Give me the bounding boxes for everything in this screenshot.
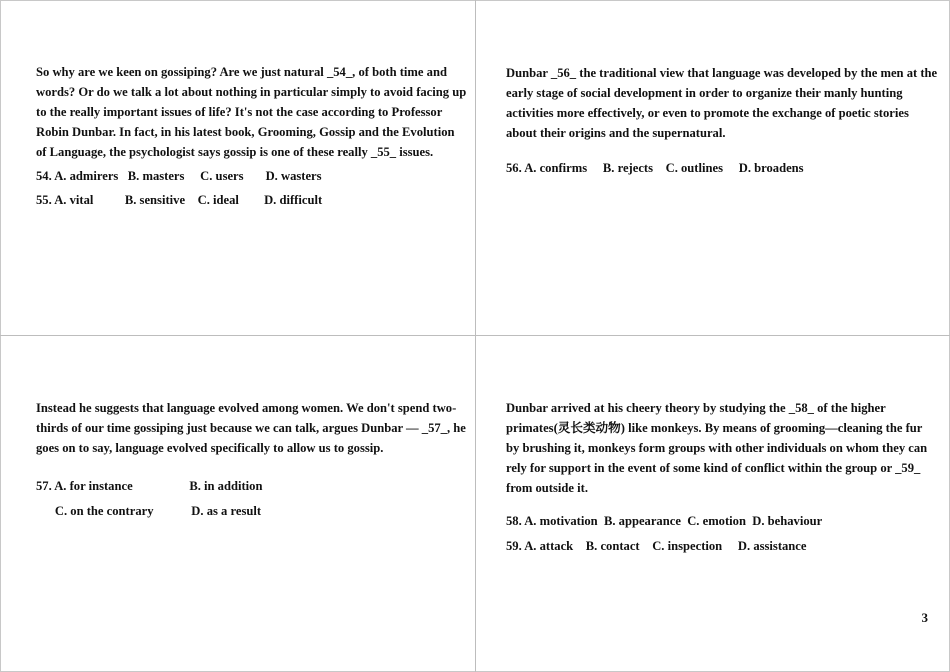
panel-q56 (506, 63, 938, 178)
vertical-divider (475, 0, 476, 672)
passage-q58-59: Dunbar arrived at his cheery theory by studying the _58_ of the higher primates(灵长类动物) like monkeys. By means of grooming—cleaning the fur by brushing it, monkeys form groups with other individuals on whom they can rely for support in the event of some kind of conflict within the group or _59_ from outside it. (506, 401, 928, 495)
options-q59: 59. A. attack B. contact C. inspection D. assistance (506, 539, 807, 553)
options-q57-row2: C. on the contrary D. as a result (36, 504, 262, 518)
page-number: 3 (921, 610, 928, 625)
passage-q57: Instead he suggests that language evolved among women. We don't spend two-thirds of our time gossiping just because we can talk, argues Dunbar — _57_, he goes on to say, language evolved specifically to allow us to gossip. (36, 401, 466, 455)
panel-q57 (36, 398, 468, 521)
horizontal-divider (0, 335, 950, 336)
options-q56: 56. A. confirms B. rejects C. outlines D. broadens (506, 161, 804, 175)
options-q55: 55. A. vital B. sensitive C. ideal D. difficult (36, 193, 323, 207)
passage-q56: Dunbar _56_ the traditional view that language was developed by the men at the early stage of social development in order to organize their manly hunting activities more effectively, or even to promote the exchange of poetic stories about their origins and the supernatural. (506, 66, 938, 140)
passage-q54-55: So why are we keen on gossiping? Are we just natural _54_, of both time and words? Or do we talk a lot about nothing in particular simply to avoid facing up to the really important issues of life? It's not the case according to Professor Robin Dunbar. In fact, in his latest book, Grooming, Gossip and the Evolution of Language, the psychologist says gossip is one of these really _55_ issues. (36, 65, 467, 159)
options-q54: 54. A. admirers B. masters C. users D. wasters (36, 169, 322, 183)
options-q58: 58. A. motivation B. appearance C. emotion D. behaviour (506, 514, 823, 528)
panel-q58-59 (506, 398, 938, 556)
options-q57-row1: 57. A. for instance B. in addition (36, 479, 263, 493)
panel-q54-55 (36, 62, 468, 210)
